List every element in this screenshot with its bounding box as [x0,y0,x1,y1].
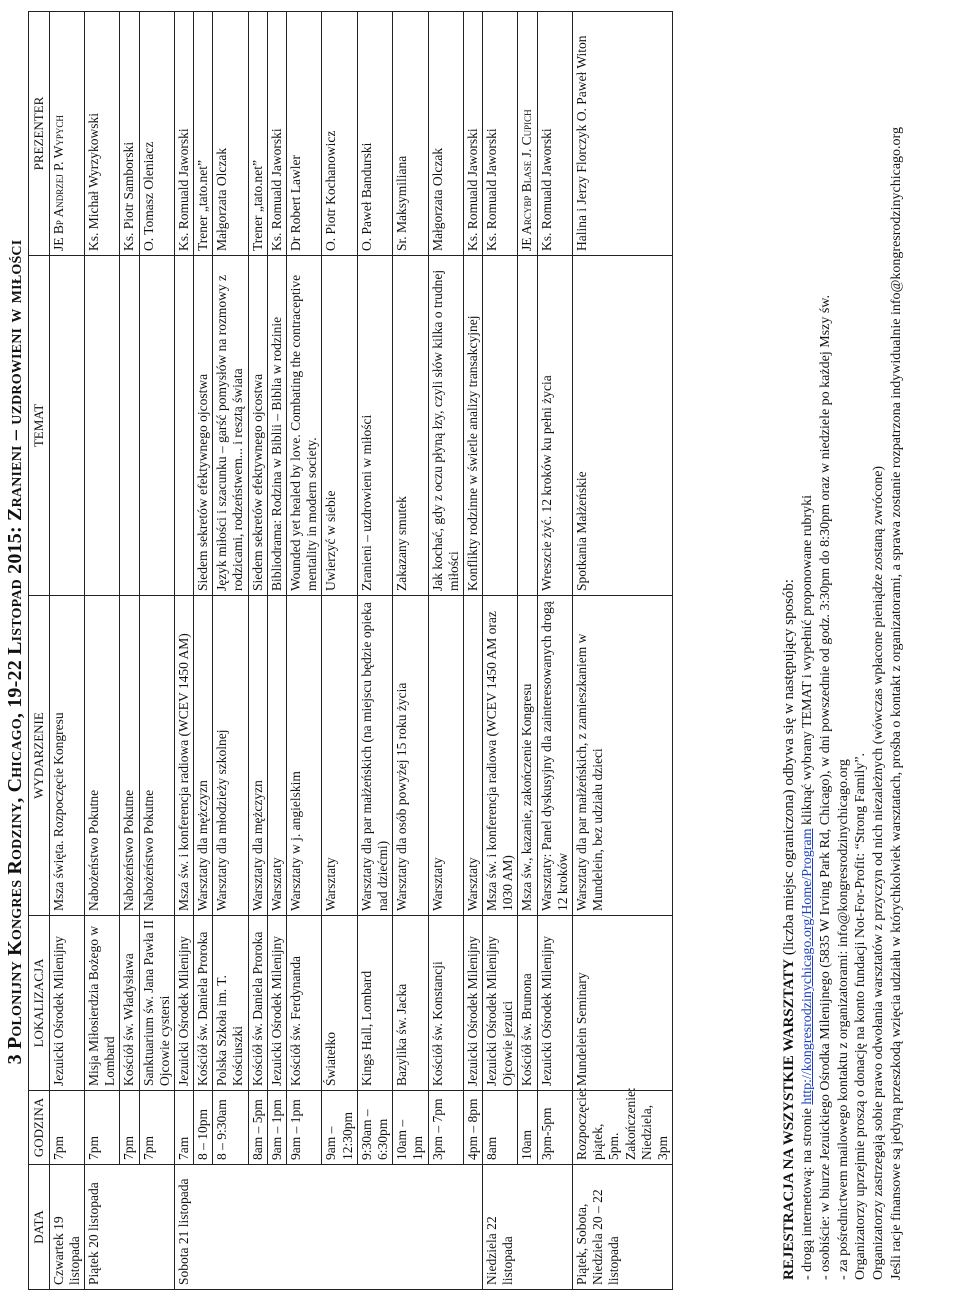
wydarzenie-cell: Nabożeństwo Pokutne [120,596,139,916]
godzina-cell: 7am [174,1091,193,1165]
lokalizacja-cell: Jezuicki Ośrodek Milenijny [267,916,286,1091]
day-cell: Czwartek 19 listopada [49,1165,84,1290]
table-row [463,12,482,1290]
table-row [428,12,463,1290]
prezenter-cell: Ks. Romuald Jaworski [267,12,286,256]
program-link[interactable]: http://kongresrodzinychicago.org/Home/Program [800,828,816,1105]
lokalizacja-cell: Jezuicki Ośrodek Milenijny Ojcowie jezuici [483,916,518,1091]
wydarzenie-cell: Warsztaty dla mężczyzn [248,596,267,916]
godzina-cell: 9am – 12:30pm [322,1091,357,1165]
temat-cell [518,256,537,596]
wydarzenie-cell: Warsztaty dla mężczyzn [194,596,213,916]
schedule-table [28,11,673,1290]
table-row [194,12,213,1290]
lokalizacja-cell: Jezuicki Ośrodek Milenijny [463,916,482,1091]
table-row [120,12,139,1290]
wydarzenie-cell: Warsztaty w j. angielskim [287,596,322,916]
prezenter-cell: Ks. Romuald Jaworski [483,12,518,256]
godzina-cell: 7pm [49,1091,84,1165]
table-row [267,12,286,1290]
lokalizacja-cell: Bazylika św. Jacka [393,916,428,1091]
registration-line-web-text-end: kliknąć wybrany TEMAT i wypełnić proponowane rubryki [800,495,816,829]
header-wydarzenie: WYDARZENIE [29,596,50,916]
lokalizacja-cell: Jezuicki Ośrodek Milenijny [174,916,193,1091]
temat-cell: Wounded yet healed by love. Combating the contraceptive mentality in modern society. [287,256,322,596]
wydarzenie-cell: Msza święta. Rozpoczęcie Kongresu [49,596,84,916]
temat-cell: Bibliodrama: Rodzina w Biblii – Biblia w rodzinie [267,256,286,596]
lokalizacja-cell: Kings Hall, Lombard [357,916,392,1091]
prezenter-cell: Ks. Romuald Jaworski [174,12,193,256]
registration-financial-note: Jeśli racje finansowe są jedyną przeszkodą wzięcia udziału w którychkolwiek warsztatach, prośba o kontakt z organizatorami, a sprawa zostanie rozpatrzona indywidualnie info@kongresrodzinychicago.org [888,127,904,1280]
prezenter-cell: Ks. Piotr Samborski [120,12,139,256]
wydarzenie-cell: Nabożeństwo Pokutne [84,596,119,916]
lokalizacja-cell: Polska Szkoła im. T. Kościuszki [213,916,248,1091]
godzina-cell: Rozpoczęcie: piątek, 5pm. Zakończenie: Niedziela, 3pm [573,1091,673,1165]
prezenter-cell: Dr Robert Lawler [287,12,322,256]
temat-cell [174,256,193,596]
header-lokalizacja: LOKALIZACJA [29,916,50,1091]
header-godzina: GODZINA [29,1091,50,1165]
temat-cell: Siedem sekretów efektywnego ojcostwa [248,256,267,596]
day-cell: Sobota 21 listopada [174,1165,482,1290]
godzina-cell: 8 – 9:30am [213,1091,248,1165]
temat-cell: Spotkania Małżeńskie [573,256,673,596]
wydarzenie-cell: Warsztaty [463,596,482,916]
header-data: DATA [29,1165,50,1290]
lokalizacja-cell: Misja Miłosierdzia Bożego w Lombard [84,916,119,1091]
wydarzenie-cell: Msza św. i konferencja radiowa (WCEV 1450 AM) [174,596,193,916]
wydarzenie-cell: Warsztaty: Panel dyskusyjny dla zainteresowanych drogą 12 kroków [537,596,572,916]
temat-cell [139,256,174,596]
lokalizacja-cell: Kościół św. Władysława [120,916,139,1091]
registration-heading-rest: (liczba miejsc ograniczona) odbywa się w następujący sposób: [781,579,797,959]
table-row [537,12,572,1290]
prezenter-cell: Trener „tato.net” [248,12,267,256]
godzina-cell: 3pm-5pm [537,1091,572,1165]
day-cell: Piątek, Sobota, Niedziela 20 – 22 listopada [573,1165,673,1290]
prezenter-cell: Sr. Maksymiliana [393,12,428,256]
temat-cell: Siedem sekretów efektywnego ojcostwa [194,256,213,596]
wydarzenie-cell: Warsztaty [267,596,286,916]
registration-donation-note: Organizatorzy uprzejmie proszą o donację na konto fundacji Not-For-Profit: “Strong Family”. [853,752,869,1280]
day-cell: Niedziela 22 listopada [483,1165,573,1290]
prezenter-cell: Małgorzata Olczak [428,12,463,256]
table-row [573,12,673,1290]
registration-line-email: - za pośrednictwem mailowego kontaktu z organizatorami: info@kongresrodzinychicago.org [835,759,851,1280]
godzina-cell: 9:30am – 6:30pm [357,1091,392,1165]
temat-cell: Język miłości i szacunku – garść pomysłów na rozmowy z rodzicami, rodzeństwem... i resztą świata [213,256,248,596]
lokalizacja-cell: Kościół św. Konstancji [428,916,463,1091]
temat-cell [84,256,119,596]
table-row [322,12,357,1290]
lokalizacja-cell: Mundelein Seminary [573,916,673,1091]
registration-heading: REJESTRACJA NA WSZYSTKIE WARSZTATY [781,958,797,1280]
wydarzenie-cell: Warsztaty [428,596,463,916]
temat-cell [49,256,84,596]
registration-line-personal: - osobiście: w biurze Jezuickiego Ośrodka Milenijnego (5835 W Irving Park Rd, Chicago), w dni powszednie od godz. 3:30pm do 8:30pm oraz w niedziele po każdej Mszy św. [817,295,833,1280]
wydarzenie-cell: Nabożeństwo Pokutne [139,596,174,916]
temat-cell [483,256,518,596]
godzina-cell: 10am [518,1091,537,1165]
table-row [49,12,84,1290]
godzina-cell: 9am – 1pm [287,1091,322,1165]
prezenter-cell: Ks. Romuald Jaworski [537,12,572,256]
lokalizacja-cell: Jezuicki Ośrodek Milenijny [49,916,84,1091]
lokalizacja-cell: Kościół św. Daniela Proroka [194,916,213,1091]
temat-cell: Wreszcie żyć. 12 kroków ku pełni życia [537,256,572,596]
godzina-cell: 8am – 5pm [248,1091,267,1165]
table-row [483,12,518,1290]
page-title: 3 Polonijny Kongres Rodziny, Chicago, 19-22 Listopad 2015: Zranieni – uzdrowieni w miłości [4,239,26,1065]
table-row [518,12,537,1290]
registration-heading-line [780,10,799,1280]
registration-line-web-text: - drogą internetową: na stronie [800,1104,816,1280]
registration-line-web [799,10,817,1280]
prezenter-cell: O. Piotr Kochanowicz [322,12,357,256]
wydarzenie-cell: Warsztaty dla osób powyżej 15 roku życia [393,596,428,916]
temat-cell: Zakazany smutek [393,256,428,596]
godzina-cell: 8 – 10pm [194,1091,213,1165]
prezenter-cell: O. Paweł Bandurski [357,12,392,256]
prezenter-cell: Ks. Romuald Jaworski [463,12,482,256]
schedule-body [49,12,673,1290]
lokalizacja-cell: Kościół św. Daniela Proroka [248,916,267,1091]
prezenter-cell: Halina i Jerzy Florczyk O. Paweł Witon [573,12,673,256]
registration-cancellation-note: Organizatorzy zastrzegają sobie prawo odwołania warsztatów z przyczyn od nich niezależnych (wówczas wpłacone pieniądze zostaną zwrócone) [871,465,887,1280]
temat-cell: Jak kochać, gdy z oczu płyną łzy, czyli słów kilka o trudnej miłości [428,256,463,596]
table-header-row [29,12,50,1290]
godzina-cell: 7pm [120,1091,139,1165]
header-temat: TEMAT [29,256,50,596]
lokalizacja-cell: Sanktuarium św. Jana Pawła II Ojcowie cystersi [139,916,174,1091]
table-row [287,12,322,1290]
godzina-cell: 4pm – 8pm [463,1091,482,1165]
prezenter-cell: JE Arcybp Blase J. Cupich [518,12,537,256]
wydarzenie-cell: Warsztaty dla młodzieży szkolnej [213,596,248,916]
day-cell: Piątek 20 listopada [84,1165,174,1290]
prezenter-cell: Trener „tato.net” [194,12,213,256]
temat-cell: Konflikty rodzinne w świetle analizy transakcyjnej [463,256,482,596]
godzina-cell: 7pm [139,1091,174,1165]
prezenter-cell: JE Bp Andrzej P. Wypych [49,12,84,256]
prezenter-cell: Ks. Michał Wyrzykowski [84,12,119,256]
wydarzenie-cell: Msza św., kazanie, zakończenie Kongresu [518,596,537,916]
lokalizacja-cell: Światełko [322,916,357,1091]
godzina-cell: 10am – 1pm [393,1091,428,1165]
table-row [248,12,267,1290]
lokalizacja-cell: Kościół św. Ferdynanda [287,916,322,1091]
wydarzenie-cell: Msza św. i konferencja radiowa (WCEV 1450 AM oraz 1030 AM) [483,596,518,916]
table-row [357,12,392,1290]
godzina-cell: 3pm – 7pm [428,1091,463,1165]
wydarzenie-cell: Warsztaty dla par małżeńskich, z zamieszkaniem w Mundelein, bez udziału dzieci [573,596,673,916]
prezenter-cell: O. Tomasz Oleniacz [139,12,174,256]
wydarzenie-cell: Warsztaty dla par małżeńskich (na miejscu będzie opieka nad dziećmi) [357,596,392,916]
table-row [393,12,428,1290]
prezenter-cell: Małgorzata Olczak [213,12,248,256]
godzina-cell: 9am – 1pm [267,1091,286,1165]
table-row [84,12,119,1290]
temat-cell [120,256,139,596]
registration-section [780,10,906,1280]
lokalizacja-cell: Kościół św. Brunona [518,916,537,1091]
lokalizacja-cell: Jezuicki Ośrodek Milenijny [537,916,572,1091]
godzina-cell: 7pm [84,1091,119,1165]
table-row [213,12,248,1290]
wydarzenie-cell: Warsztaty [322,596,357,916]
table-row [139,12,174,1290]
header-prezenter: PREZENTER [29,12,50,256]
godzina-cell: 8am [483,1091,518,1165]
table-row [174,12,193,1290]
temat-cell: Uwierzyć w siebie [322,256,357,596]
temat-cell: Zranieni – uzdrowieni w miłości [357,256,392,596]
